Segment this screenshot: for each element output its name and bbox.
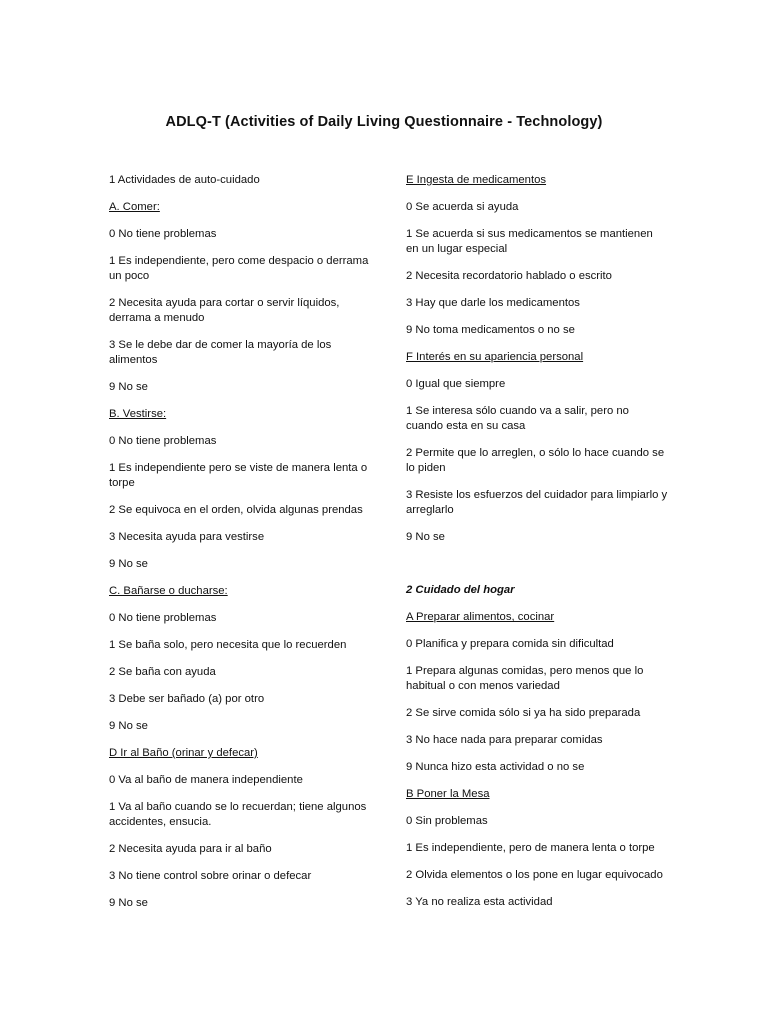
question-heading: D Ir al Baño (orinar y defecar) [109, 747, 258, 759]
answer-option: 1 Se acuerda si sus medicamentos se mantienen en un lugar especial [406, 228, 653, 255]
question-heading: C. Bañarse o ducharse: [109, 585, 228, 597]
question-heading: F Interés en su apariencia personal [406, 351, 584, 363]
answer-option: 3 Resiste los esfuerzos del cuidador para limpiarlo y arreglarlo [406, 489, 668, 516]
answer-option: 3 Debe ser bañado (a) por otro [109, 693, 265, 705]
answer-option: 2 Se sirve comida sólo si ya ha sido preparada [406, 707, 641, 719]
section-spacer [406, 557, 668, 583]
answer-option: 2 Permite que lo arreglen, o sólo lo hace cuando se lo piden [406, 447, 665, 474]
right-column [406, 173, 668, 922]
answer-option: 3 Hay que darle los medicamentos [406, 297, 580, 309]
answer-option: 0 No tiene problemas [109, 435, 217, 447]
answer-option: 3 Se le debe dar de comer la mayoría de los alimentos [109, 339, 332, 366]
answer-option: 9 Nunca hizo esta actividad o no se [406, 761, 585, 773]
answer-option: 9 No toma medicamentos o no se [406, 324, 575, 336]
answer-option: 9 No se [109, 897, 148, 909]
answer-option: 0 Planifica y prepara comida sin dificultad [406, 638, 614, 650]
answer-option: 3 Ya no realiza esta actividad [406, 896, 553, 908]
answer-option: 1 Es independiente, pero come despacio o derrama un poco [109, 255, 369, 282]
answer-option: 2 Se equivoca en el orden, olvida algunas prendas [109, 504, 363, 516]
answer-option: 1 Es independiente, pero de manera lenta o torpe [406, 842, 655, 854]
answer-option: 3 No tiene control sobre orinar o defecar [109, 870, 312, 882]
answer-option: 9 No se [406, 531, 445, 543]
answer-option: 3 Necesita ayuda para vestirse [109, 531, 265, 543]
question-heading: A. Comer: [109, 201, 160, 213]
document-title: ADLQ-T (Activities of Daily Living Questionnaire - Technology) [165, 114, 603, 130]
question-heading: E Ingesta de medicamentos [406, 174, 547, 186]
answer-option: 1 Se interesa sólo cuando va a salir, pero no cuando esta en su casa [406, 405, 629, 432]
section-heading: 2 Cuidado del hogar [406, 584, 515, 596]
answer-option: 9 No se [109, 720, 148, 732]
question-heading: A Preparar alimentos, cocinar [406, 611, 555, 623]
answer-option: 2 Se baña con ayuda [109, 666, 216, 678]
answer-option: 0 Sin problemas [406, 815, 488, 827]
answer-option: 0 Se acuerda si ayuda [406, 201, 519, 213]
answer-option: 0 Igual que siempre [406, 378, 506, 390]
answer-option: 1 Prepara algunas comidas, pero menos que lo habitual o con menos variedad [406, 665, 644, 692]
answer-option: 2 Necesita ayuda para cortar o servir líquidos, derrama a menudo [109, 297, 340, 324]
answer-option: 1 Actividades de auto-cuidado [109, 174, 260, 186]
answer-option: 3 No hace nada para preparar comidas [406, 734, 603, 746]
answer-option: 0 Va al baño de manera independiente [109, 774, 303, 786]
question-heading: B. Vestirse: [109, 408, 167, 420]
left-column [109, 173, 371, 923]
question-heading: B Poner la Mesa [406, 788, 490, 800]
answer-option: 2 Olvida elementos o los pone en lugar equivocado [406, 869, 663, 881]
answer-option: 1 Es independiente pero se viste de manera lenta o torpe [109, 462, 368, 489]
answer-option: 0 No tiene problemas [109, 612, 217, 624]
answer-option: 2 Necesita ayuda para ir al baño [109, 843, 272, 855]
answer-option: 1 Va al baño cuando se lo recuerdan; tiene algunos accidentes, ensucia. [109, 801, 367, 828]
answer-option: 9 No se [109, 558, 148, 570]
answer-option: 2 Necesita recordatorio hablado o escrito [406, 270, 612, 282]
answer-option: 0 No tiene problemas [109, 228, 217, 240]
answer-option: 9 No se [109, 381, 148, 393]
answer-option: 1 Se baña solo, pero necesita que lo recuerden [109, 639, 347, 651]
